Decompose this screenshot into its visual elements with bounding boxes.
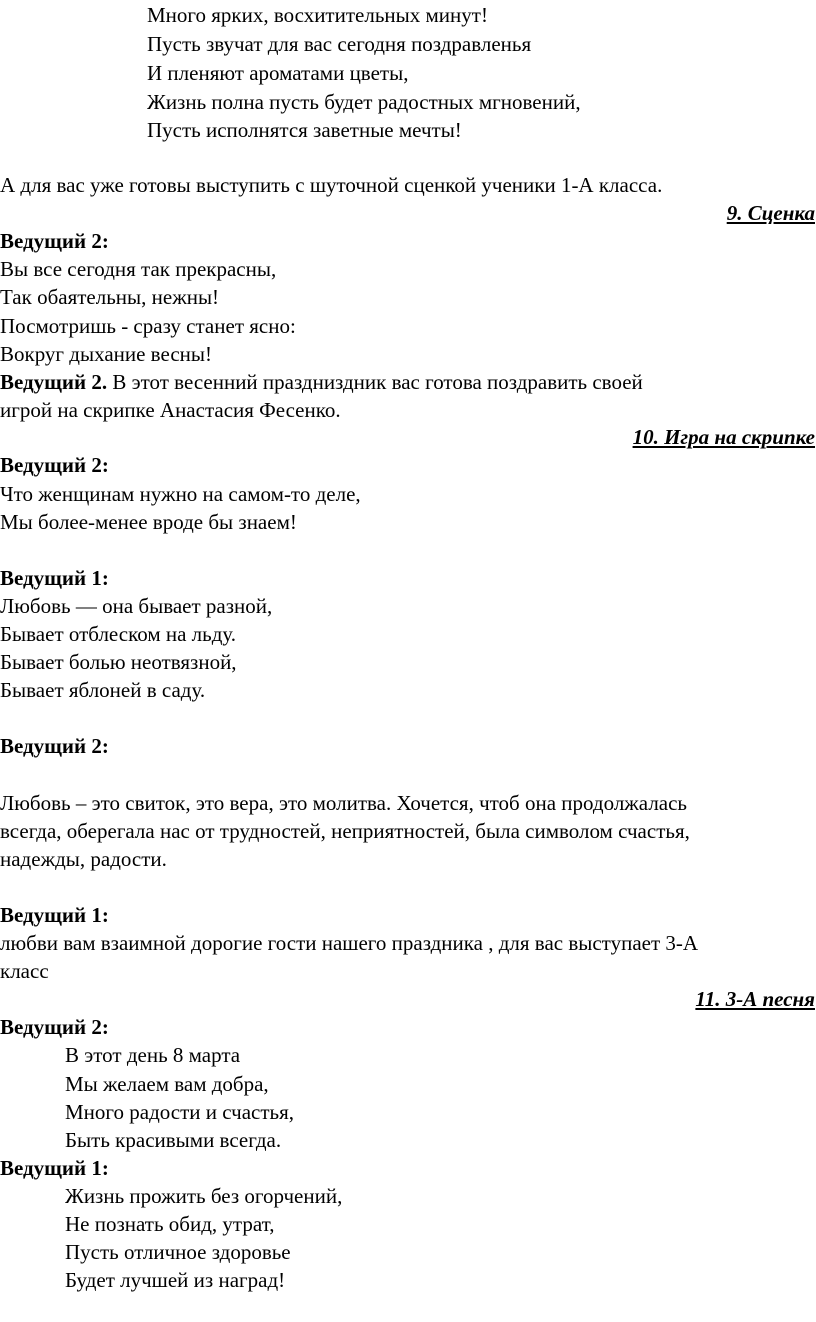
verse-line: В этот день 8 марта bbox=[65, 1043, 241, 1067]
verse-line: Пусть отличное здоровье bbox=[65, 1240, 291, 1264]
speaker-label: Ведущий 2: bbox=[0, 229, 109, 253]
verse-line: Бывает болью неотвязной, bbox=[0, 650, 237, 674]
speaker-label: Ведущий 1: bbox=[0, 903, 109, 927]
verse-line: Вы все сегодня так прекрасны, bbox=[0, 257, 277, 281]
verse-line: Будет лучшей из наград! bbox=[65, 1268, 286, 1292]
intro-scene-line: А для вас уже готовы выступить с шуточной сценкой ученики 1-А класса. bbox=[0, 173, 663, 197]
verse-line: Мы желаем вам добра, bbox=[65, 1072, 269, 1096]
verse-line: Вокруг дыхание весны! bbox=[0, 342, 212, 366]
verse-line: Бывает яблоней в саду. bbox=[0, 678, 206, 702]
verse-line: Что женщинам нужно на самом-то деле, bbox=[0, 482, 361, 506]
paragraph-line: любви вам взаимной дорогие гости нашего праздника , для вас выступает 3-А bbox=[0, 931, 699, 955]
speaker-label: Ведущий 2: bbox=[0, 734, 109, 758]
poem-line: Пусть звучат для вас сегодня поздравленья bbox=[147, 32, 532, 56]
verse-line: Жизнь прожить без огорчений, bbox=[65, 1184, 343, 1208]
program-item-heading: 9. Сценка bbox=[726, 201, 815, 225]
poem-line: И пленяют ароматами цветы, bbox=[147, 61, 409, 85]
verse-line: Бывает отблеском на льду. bbox=[0, 622, 237, 646]
paragraph-line: Любовь – это свиток, это вера, это молитва. Хочется, чтоб она продолжалась bbox=[0, 791, 688, 815]
verse-line: Так обаятельны, нежны! bbox=[0, 285, 220, 309]
speaker-label: Ведущий 2: bbox=[0, 1015, 109, 1039]
speaker-label: Ведущий 2: bbox=[0, 453, 109, 477]
paragraph-line: класс bbox=[0, 959, 49, 983]
program-item-heading: 10. Игра на скрипке bbox=[632, 425, 815, 449]
verse-line: Мы более-менее вроде бы знаем! bbox=[0, 510, 297, 534]
paragraph-line: всегда, оберегала нас от трудностей, неприятностей, была символом счастья, bbox=[0, 819, 690, 843]
paragraph-text: В этот весенний праздниздник вас готова поздравить своей bbox=[107, 370, 643, 394]
speaker-label: Ведущий 1: bbox=[0, 566, 109, 590]
paragraph-line: игрой на скрипке Анастасия Фесенко. bbox=[0, 398, 341, 422]
verse-line: Посмотришь - сразу станет ясно: bbox=[0, 314, 296, 338]
program-item-heading: 11. 3-А песня bbox=[695, 987, 815, 1011]
paragraph-line: надежды, радости. bbox=[0, 847, 167, 871]
verse-line: Не познать обид, утрат, bbox=[65, 1212, 275, 1236]
verse-line: Быть красивыми всегда. bbox=[65, 1128, 282, 1152]
poem-line: Много ярких, восхитительных минут! bbox=[147, 3, 488, 27]
paragraph-line bbox=[0, 368, 643, 396]
verse-line: Любовь — она бывает разной, bbox=[0, 594, 273, 618]
verse-line: Много радости и счастья, bbox=[65, 1100, 295, 1124]
speaker-label: Ведущий 2. bbox=[0, 370, 108, 394]
poem-line: Жизнь полна пусть будет радостных мгновений, bbox=[147, 90, 581, 114]
speaker-label: Ведущий 1: bbox=[0, 1156, 109, 1180]
poem-line: Пусть исполнятся заветные мечты! bbox=[147, 118, 462, 142]
